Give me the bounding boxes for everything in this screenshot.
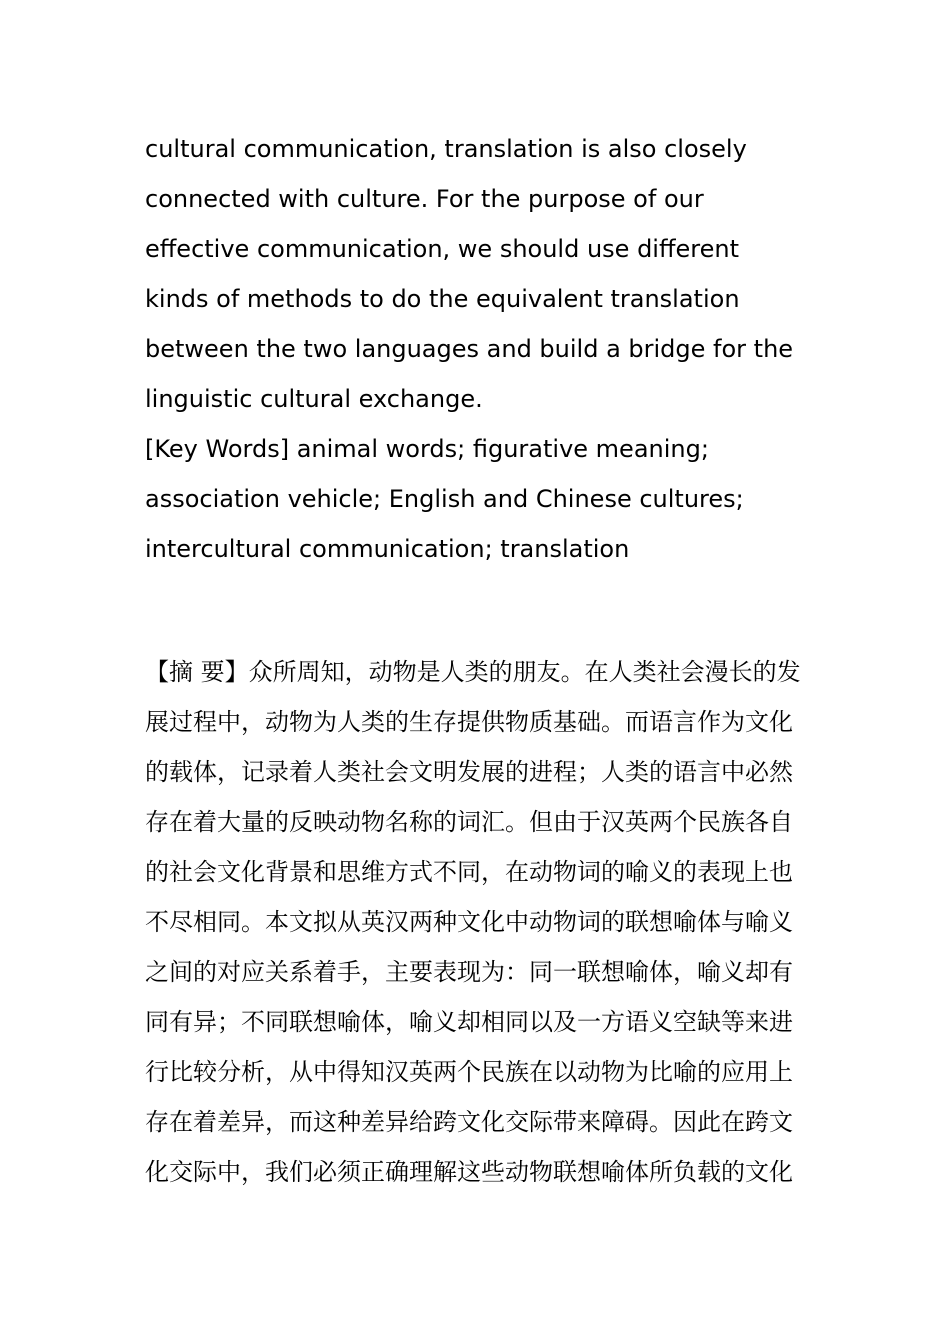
chinese-text-line: 存在着大量的反映动物名称的词汇。但由于汉英两个民族各自: [145, 808, 793, 836]
chinese-abstract: [145, 647, 825, 1197]
chinese-text-line: 之间的对应关系着手，主要表现为：同一联想喻体，喻义却有: [145, 958, 793, 986]
english-text-line: connected with culture. For the purpose of our: [145, 185, 704, 213]
chinese-text-line: 存在着差异，而这种差异给跨文化交际带来障碍。因此在跨文: [145, 1108, 793, 1136]
english-text-line: cultural communication, translation is also closely: [145, 135, 747, 163]
english-text-line: linguistic cultural exchange.: [145, 385, 483, 413]
chinese-text-line: 化交际中，我们必须正确理解这些动物联想喻体所负载的文化: [145, 1158, 793, 1186]
english-text-line: effective communication, we should use different: [145, 235, 739, 263]
chinese-text-line: 的社会文化背景和思维方式不同，在动物词的喻义的表现上也: [145, 858, 793, 886]
english-text-line: between the two languages and build a bridge for the: [145, 335, 794, 363]
english-abstract-continuation: [145, 124, 845, 574]
chinese-text-line: 的载体，记录着人类社会文明发展的进程；人类的语言中必然: [145, 758, 793, 786]
keywords-line: association vehicle; English and Chinese cultures;: [145, 485, 744, 513]
chinese-text-line: 同有异；不同联想喻体，喻义却相同以及一方语义空缺等来进: [145, 1008, 793, 1036]
chinese-abstract-heading-line: 【摘 要】众所周知，动物是人类的朋友。在人类社会漫长的发: [145, 658, 801, 686]
keywords-line: [Key Words] animal words; figurative meaning;: [145, 435, 709, 463]
keywords-line: intercultural communication; translation: [145, 535, 630, 563]
chinese-text-line: 行比较分析，从中得知汉英两个民族在以动物为比喻的应用上: [145, 1058, 793, 1086]
chinese-text-line: 不尽相同。本文拟从英汉两种文化中动物词的联想喻体与喻义: [145, 908, 793, 936]
english-text-line: kinds of methods to do the equivalent translation: [145, 285, 740, 313]
chinese-text-line: 展过程中，动物为人类的生存提供物质基础。而语言作为文化: [145, 708, 793, 736]
